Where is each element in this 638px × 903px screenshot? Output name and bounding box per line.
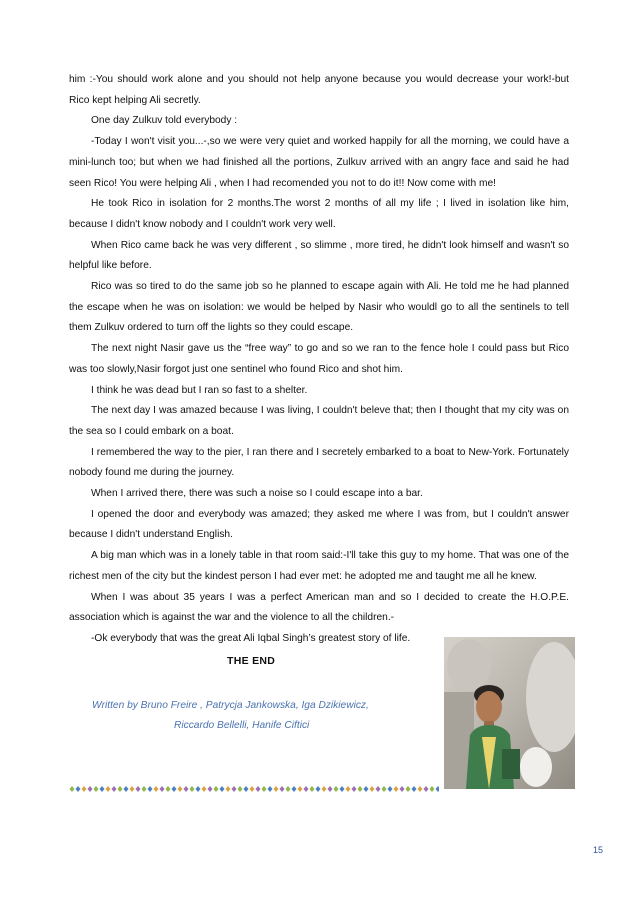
ornament-diamond bbox=[280, 786, 285, 792]
ornament-diamond bbox=[418, 786, 423, 792]
ornament-diamond bbox=[208, 786, 213, 792]
ornament-diamond bbox=[274, 786, 279, 792]
ornament-diamond bbox=[298, 786, 303, 792]
ornament-diamond bbox=[424, 786, 429, 792]
ornament-diamond bbox=[238, 786, 243, 792]
ornament-diamond bbox=[430, 786, 435, 792]
ornament-diamond bbox=[226, 786, 231, 792]
ornament-diamond bbox=[250, 786, 255, 792]
ornament-diamond bbox=[106, 786, 111, 792]
ornament-diamond bbox=[76, 786, 81, 792]
ornament-diamond bbox=[142, 786, 147, 792]
ornament-diamond bbox=[364, 786, 369, 792]
ornament-diamond bbox=[268, 786, 273, 792]
ornament-diamond bbox=[190, 786, 195, 792]
ornament-diamond bbox=[370, 786, 375, 792]
paragraph: Rico was so tired to do the same job so he planned to escape again with Ali. He told me he had planned the escape when he was on isolation: we would be helped by Nasir who wouldl go to all the sentinels to tell them Zulkuv ordered to turn off the lights so they could escape. bbox=[69, 281, 569, 334]
paragraph: He took Rico in isolation for 2 months.The worst 2 months of all my life ; I lived in isolation like him, because I didn't know nobody and I couldn't work very well. bbox=[69, 198, 569, 230]
ornament-diamond bbox=[160, 786, 165, 792]
page-number: 15 bbox=[593, 845, 604, 855]
paragraph: him :-You should work alone and you should not help anyone because you would decrease your work!-but Rico kept helping Ali secretly. bbox=[69, 74, 569, 106]
ornament-diamond bbox=[304, 786, 309, 792]
ornament-diamond bbox=[328, 786, 333, 792]
ornament-diamond bbox=[406, 786, 411, 792]
decorative-diamond-border bbox=[69, 780, 439, 798]
paragraph: The next night Nasir gave us the “free way” to go and so we ran to the fence hole I could pass but Rico was too slowly,Nasir forgot just one sentinel who found Rico and shot him. bbox=[69, 343, 569, 375]
ornament-diamond bbox=[412, 786, 417, 792]
paragraph: I remembered the way to the pier, I ran there and I secretely embarked to a boat to New-York. Fortunately nobody found me during the journey. bbox=[69, 446, 569, 479]
ornament-diamond bbox=[94, 786, 99, 792]
ornament-diamond bbox=[196, 786, 201, 792]
paragraph: A big man which was in a lonely table in that room said:-I'll take this guy to my home. That was one of the richest men of the city but the kindest person I had ever met: he adopted me and taught me all he knew. bbox=[69, 550, 569, 582]
ornament-diamond bbox=[388, 786, 393, 792]
story-text bbox=[69, 70, 569, 650]
ornament-diamond bbox=[172, 786, 177, 792]
ornament-diamond bbox=[100, 786, 105, 792]
ornament-diamond bbox=[124, 786, 129, 792]
ornament-diamond bbox=[112, 786, 117, 792]
ornament-diamond bbox=[244, 786, 249, 792]
credits-line: Written by Bruno Freire , Patrycja Jankowska, Iga Dzikiewicz, bbox=[92, 700, 369, 711]
ornament-diamond bbox=[88, 786, 93, 792]
paragraph: When Rico came back he was very different , so slimme , more tired, he didn't look himself and wasn't so helpful like before. bbox=[69, 239, 569, 272]
paragraph: -Today I won't visit you...-,so we were very quiet and worked happily for all the morning, we could have a mini-lunch too; but when we had finished all the portions, Zulkuv arrived with an angry face and said he had seen Rico! You were helping Ali , when I had recomended you not to do it!! Now come with me! bbox=[69, 136, 569, 189]
ornament-diamond bbox=[130, 786, 135, 792]
ornament-diamond bbox=[202, 786, 207, 792]
paragraph: The next day I was amazed because I was living, I couldn't beleve that; then I thought that my city was on the sea so I could embark on a boat. bbox=[69, 405, 569, 437]
ornament-diamond bbox=[286, 786, 291, 792]
paragraph: When I was about 35 years I was a perfect American man and so I decided to create the H.O.P.E. association which is against the war and the violence to all the children.- bbox=[69, 591, 569, 624]
ornament-diamond bbox=[166, 786, 171, 792]
ornament-diamond bbox=[400, 786, 405, 792]
ornament-diamond bbox=[184, 786, 189, 792]
ornament-diamond bbox=[292, 786, 297, 792]
paragraph: I think he was dead but I ran so fast to a shelter. bbox=[91, 384, 308, 396]
ornament-diamond bbox=[316, 786, 321, 792]
ornament-diamond bbox=[232, 786, 237, 792]
ornament-diamond bbox=[148, 786, 153, 792]
ornament-diamond bbox=[178, 786, 183, 792]
ornament-diamond bbox=[334, 786, 339, 792]
ornament-diamond bbox=[358, 786, 363, 792]
ornament-diamond bbox=[214, 786, 219, 792]
paragraph: -Ok everybody that was the great Ali Iqbal Singh’s greatest story of life. bbox=[91, 632, 411, 644]
child-photo-image bbox=[444, 637, 575, 789]
ornament-diamond bbox=[376, 786, 381, 792]
ornament-diamond bbox=[136, 786, 141, 792]
ornament-diamond bbox=[346, 786, 351, 792]
credits-line: Riccardo Bellelli, Hanife Ciftici bbox=[174, 720, 310, 731]
ornament-diamond bbox=[352, 786, 357, 792]
ornament-diamond bbox=[436, 786, 440, 792]
ornament-diamond bbox=[340, 786, 345, 792]
ornament-diamond bbox=[82, 786, 87, 792]
diamond-border-icon bbox=[69, 785, 439, 793]
ornament-diamond bbox=[256, 786, 261, 792]
ornament-diamond bbox=[394, 786, 399, 792]
paragraph: I opened the door and everybody was amazed; they asked me where I was from, but I couldn't answer because I didn't understand English. bbox=[69, 508, 569, 541]
paragraph: One day Zulkuv told everybody : bbox=[91, 115, 238, 127]
child-photo bbox=[444, 637, 575, 789]
ornament-diamond bbox=[154, 786, 159, 792]
ornament-diamond bbox=[70, 786, 75, 792]
ornament-diamond bbox=[310, 786, 315, 792]
ornament-diamond bbox=[262, 786, 267, 792]
ornament-diamond bbox=[220, 786, 225, 792]
author-credits bbox=[92, 696, 432, 736]
ornament-diamond bbox=[118, 786, 123, 792]
the-end-heading: THE END bbox=[227, 655, 276, 667]
paragraph: When I arrived there, there was such a noise so I could escape into a bar. bbox=[91, 488, 423, 500]
ornament-diamond bbox=[382, 786, 387, 792]
ornament-diamond bbox=[322, 786, 327, 792]
